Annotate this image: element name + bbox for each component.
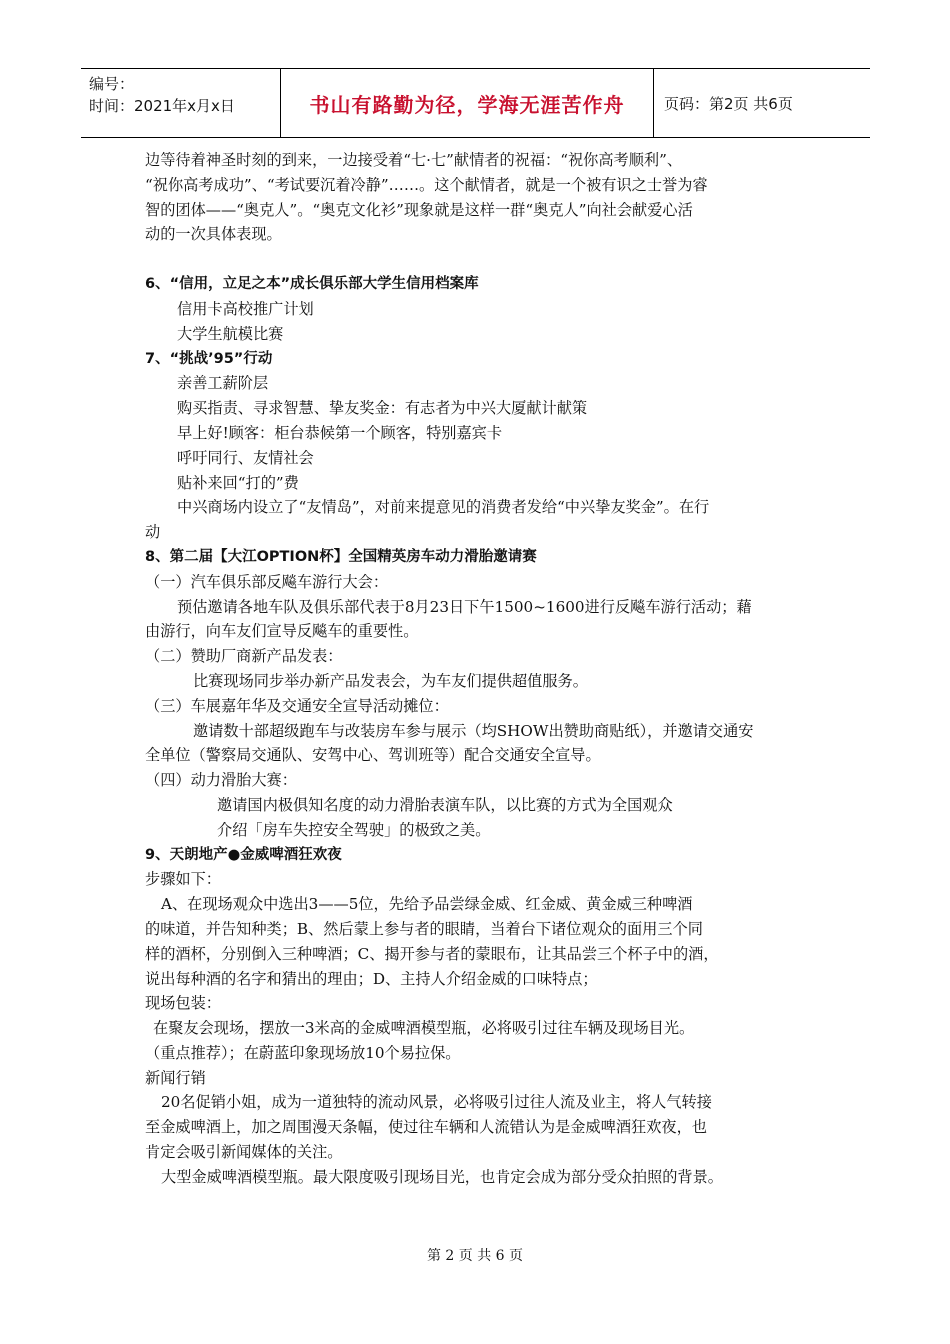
paragraph-line: 至金威啤酒上，加之周围漫天条幅，使过往车辆和人流错认为是金威啤酒狂欢夜，也: [145, 1118, 707, 1137]
paragraph-line: “祝你高考成功”、“考试要沉着冷静”……。这个献情者，就是一个被有识之士誉为睿: [145, 175, 708, 194]
paragraph-line: 样的酒杯，分别倒入三种啤酒；C、揭开参与者的蒙眼布，让其品尝三个杯子中的酒，: [145, 944, 719, 963]
subsection-heading: （四）动力滑胎大赛：: [145, 771, 297, 790]
paragraph-line: 动: [145, 523, 161, 542]
header-number: 编号：: [89, 75, 135, 93]
paragraph-line: 说出每种酒的名字和猜出的理由；D、主持人介绍金威的口味特点；: [145, 969, 598, 988]
list-item: 大学生航模比赛: [177, 324, 284, 343]
paragraph-line: 动的一次具体表现。: [145, 225, 282, 244]
paragraph-line: 的味道，并告知种类；B、然后蒙上参与者的眼睛，当着台下诸位观众的面用三个同: [145, 919, 703, 938]
paragraph-line: 步骤如下：: [145, 870, 221, 889]
header-meta: [81, 69, 281, 137]
subsection-heading: （二）赞助厂商新产品发表：: [145, 647, 343, 666]
page-header: [81, 68, 870, 138]
paragraph-line: 肯定会吸引新闻媒体的关注。: [145, 1143, 343, 1162]
paragraph-line: 邀请国内极俱知名度的动力滑胎表演车队，以比赛的方式为全国观众: [217, 795, 673, 814]
paragraph-line: 现场包装：: [145, 994, 221, 1013]
section-heading-9: 9、天朗地产●金威啤酒狂欢夜: [145, 846, 342, 863]
paragraph-line: 20名促销小姐，成为一道独特的流动风景，必将吸引过往人流及业主，将人气转接: [161, 1093, 712, 1112]
paragraph-line: 中兴商场内设立了“友情岛”，对前来提意见的消费者发给“中兴挚友奖金”。在行: [177, 498, 710, 517]
section-heading-8: 8、第二届【大江OPTION杯】全国精英房车动力滑胎邀请赛: [145, 548, 537, 565]
paragraph-line: A、在现场观众中选出3——5位，先给予品尝绿金威、红金威、黄金威三种啤酒: [161, 895, 693, 914]
list-item: 购买指责、寻求智慧、挚友奖金：有志者为中兴大厦献计献策: [177, 399, 588, 418]
list-item: 贴补来回“打的”费: [177, 473, 299, 492]
paragraph-line: 大型金威啤酒模型瓶。最大限度吸引现场目光，也肯定会成为部分受众拍照的背景。: [161, 1167, 723, 1186]
page-footer: 第 2 页 共 6 页: [426, 1248, 524, 1264]
paragraph-line: （重点推荐）；在蔚蓝印象现场放10个易拉保。: [145, 1043, 461, 1062]
list-item: 亲善工薪阶层: [177, 374, 269, 393]
header-motto: 书山有路勤为径，学海无涯苦作舟: [281, 69, 654, 137]
section-heading-7: 7、“挑战’95”行动: [145, 350, 273, 367]
document-body: [145, 148, 815, 1190]
list-item: 早上好!顾客：柜台恭候第一个顾客，特别嘉宾卡: [177, 423, 503, 442]
header-page-info: 页码：第2页 共6页: [664, 94, 793, 113]
paragraph-line: 新闻行销: [145, 1068, 206, 1087]
paragraph-line: 介绍「房车失控安全驾驶」的极致之美。: [217, 820, 491, 839]
paragraph-line: 比赛现场同步举办新产品发表会，为车友们提供超值服务。: [193, 671, 588, 690]
section-heading-6: 6、“信用，立足之本”成长俱乐部大学生信用档案库: [145, 276, 479, 293]
paragraph-line: 智的团体——“奥克人”。“奥克文化衫”现象就是这样一群“奥克人”向社会献爱心活: [145, 200, 693, 219]
subsection-heading: （一）汽车俱乐部反飚车游行大会：: [145, 572, 388, 591]
header-date: 时间：2021年x月x日: [89, 97, 235, 115]
subsection-heading: （三）车展嘉年华及交通安全宣导活动摊位：: [145, 696, 449, 715]
paragraph-line: 全单位（警察局交通队、安驾中心、驾训班等）配合交通安全宣导。: [145, 746, 601, 765]
paragraph-line: 由游行，向车友们宣导反飚车的重要性。: [145, 622, 419, 641]
list-item: 呼吁同行、友情社会: [177, 448, 314, 467]
paragraph-line: 邀请数十部超级跑车与改装房车参与展示（均SHOW出赞助商贴纸），并邀请交通安: [193, 721, 754, 740]
paragraph-line: 边等待着神圣时刻的到来，一边接受着“七·七”献情者的祝福：“祝你高考顺利”、: [145, 151, 683, 169]
list-item: 信用卡高校推广计划: [177, 299, 314, 318]
paragraph-line: 在聚友会现场，摆放一3米高的金威啤酒模型瓶，必将吸引过往车辆及现场目光。: [153, 1019, 695, 1038]
paragraph-line: 预估邀请各地车队及俱乐部代表于8月23日下午1500~1600进行反飚车游行活动；藉: [177, 597, 752, 616]
